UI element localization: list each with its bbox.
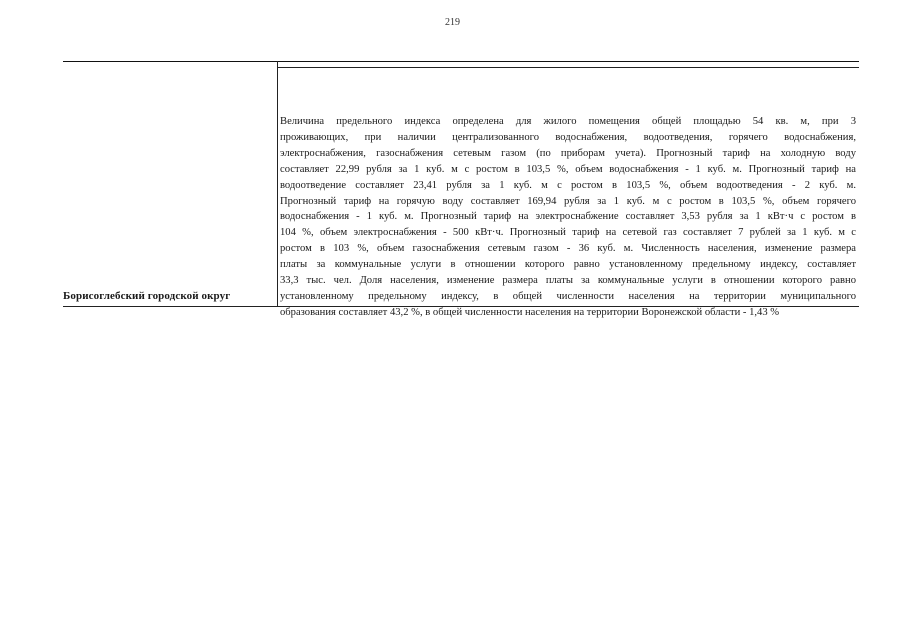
table-top-rule: [63, 61, 859, 62]
table-row: [63, 61, 859, 318]
description-line: ростом в 103 %, объем газоснабжения сетевым газом - 36 куб. м. Численность населения, изменение размера: [280, 243, 856, 255]
description-line: водоотведение составляет 23,41 рубля за 1 куб. м с ростом в 103,5 %, объем водоотведения - 2 куб. м.: [280, 179, 856, 191]
description-line: водоснабжения - 1 куб. м. Прогнозный тариф на электроснабжение составляет 3,53 рубля за 1 кВт·ч с ростом в: [280, 211, 856, 223]
description-line: 104 %, объем электроснабжения - 500 кВт·ч. Прогнозный тариф на сетевой газ составляет 7 рублей за 1 куб. м с: [280, 227, 856, 239]
description-line: проживающих, при наличии централизованного водоснабжения, водоотведения, горячего водоснабжения,: [280, 131, 856, 143]
description-line: 33,3 тыс. чел. Доля населения, изменение размера платы за коммунальные услуги в отношении которого равно: [280, 275, 856, 287]
table-header-rule: [277, 67, 859, 68]
description-line: составляет 22,99 рубля за 1 куб. м с ростом в 103,5 %, объем водоснабжения - 1 куб. м. Прогнозный тариф на: [280, 163, 856, 175]
column-divider: [277, 61, 278, 306]
description-line: установленному предельному индексу, в общей численности населения на территории муниципального: [280, 290, 856, 302]
description-line: электроснабжения, газоснабжения сетевым газом (по приборам учета). Прогнозный тариф на холодную воду: [280, 147, 856, 159]
description-cell: [280, 114, 856, 321]
description-line: платы за коммунальные услуги в отношении которого равно установленному предельному индексу, составляет: [280, 259, 856, 271]
region-name-cell: Борисоглебский городской округ: [63, 290, 231, 302]
description-line: образования составляет 43,2 %, в общей численности населения на территории Воронежской области - 1,43 %: [280, 306, 780, 318]
description-line: Величина предельного индекса определена для жилого помещения общей площадью 54 кв. м, при 3: [280, 116, 856, 127]
page-number: 219: [445, 17, 460, 28]
description-line: Прогнозный тариф на горячую воду составляет 169,94 рубля за 1 куб. м с ростом в 103,5 %, объем горячего: [280, 195, 856, 207]
